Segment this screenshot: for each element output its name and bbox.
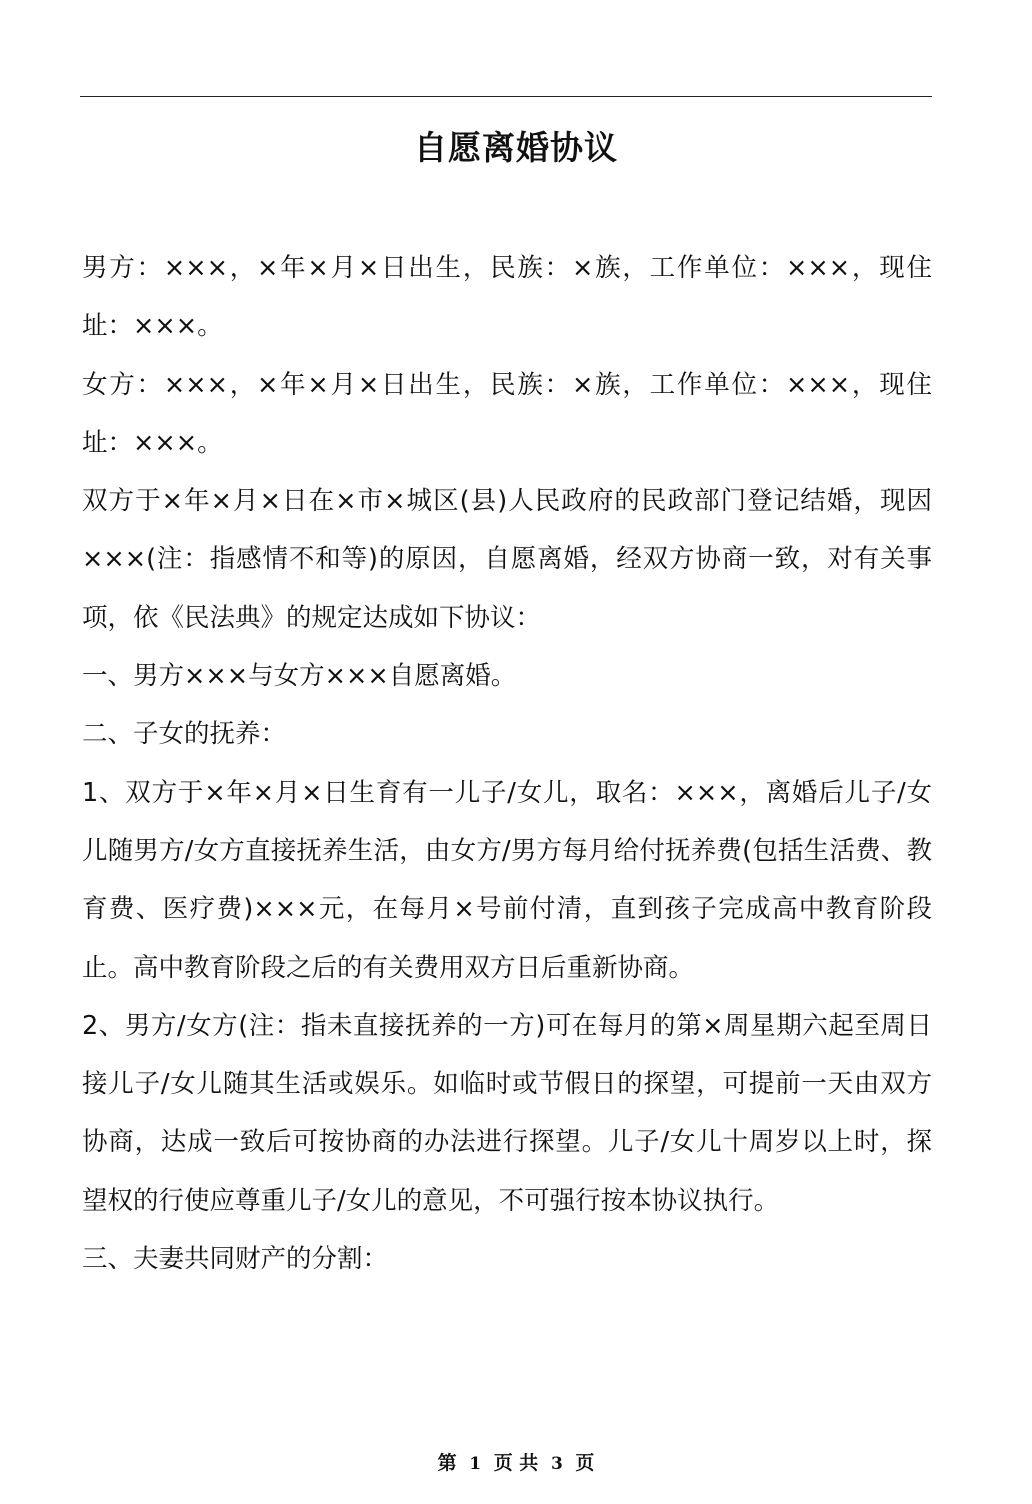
footer-prefix: 第: [437, 1452, 457, 1474]
footer-middle: 页 共: [493, 1452, 539, 1474]
paragraph-visitation: 2、男方/女方(注：指未直接抚养的一方)可在每月的第×周星期六起至周日接儿子/女儿随其生活或娱乐。如临时或节假日的探望，可提前一天由双方协商，达成一致后可按协商的办法进行探望。儿子/女儿十周岁以上时，探望权的行使应尊重儿子/女儿的意见，不可强行按本协议执行。: [82, 1010, 932, 1216]
paragraph-clause-3-heading: 三、夫妻共同财产的分割：: [82, 1244, 389, 1275]
footer-total-pages: 3: [550, 1454, 563, 1474]
header-rule: [80, 96, 932, 97]
document-body: [82, 239, 932, 1288]
paragraph-husband-info: 男方：×××，×年×月×日出生，民族：×族，工作单位：×××，现住址：×××。: [82, 253, 932, 342]
paragraph-clause-1: 一、男方×××与女方×××自愿离婚。: [82, 661, 517, 692]
paragraph-clause-2-heading: 二、子女的抚养：: [82, 719, 287, 750]
document-title: 自愿离婚协议: [414, 128, 618, 167]
paragraph-wife-info: 女方：×××，×年×月×日出生，民族：×族，工作单位：×××，现住址：×××。: [82, 369, 932, 458]
page-footer: [0, 1448, 1032, 1479]
paragraph-child-support: 1、双方于×年×月×日生育有一儿子/女儿，取名：×××，离婚后儿子/女儿随男方/女方直接抚养生活，由女方/男方每月给付抚养费(包括生活费、教育费、医疗费)×××元，在每月×号前付清，直到孩子完成高中教育阶段止。高中教育阶段之后的有关费用双方日后重新协商。: [82, 777, 932, 983]
paragraph-preamble: 双方于×年×月×日在×市×城区(县)人民政府的民政部门登记结婚，现因×××(注：指感情不和等)的原因，自愿离婚，经双方协商一致，对有关事项，依《民法典》的规定达成如下协议：: [82, 486, 932, 633]
footer-page-number: 1: [469, 1454, 482, 1474]
footer-suffix: 页: [575, 1452, 595, 1474]
